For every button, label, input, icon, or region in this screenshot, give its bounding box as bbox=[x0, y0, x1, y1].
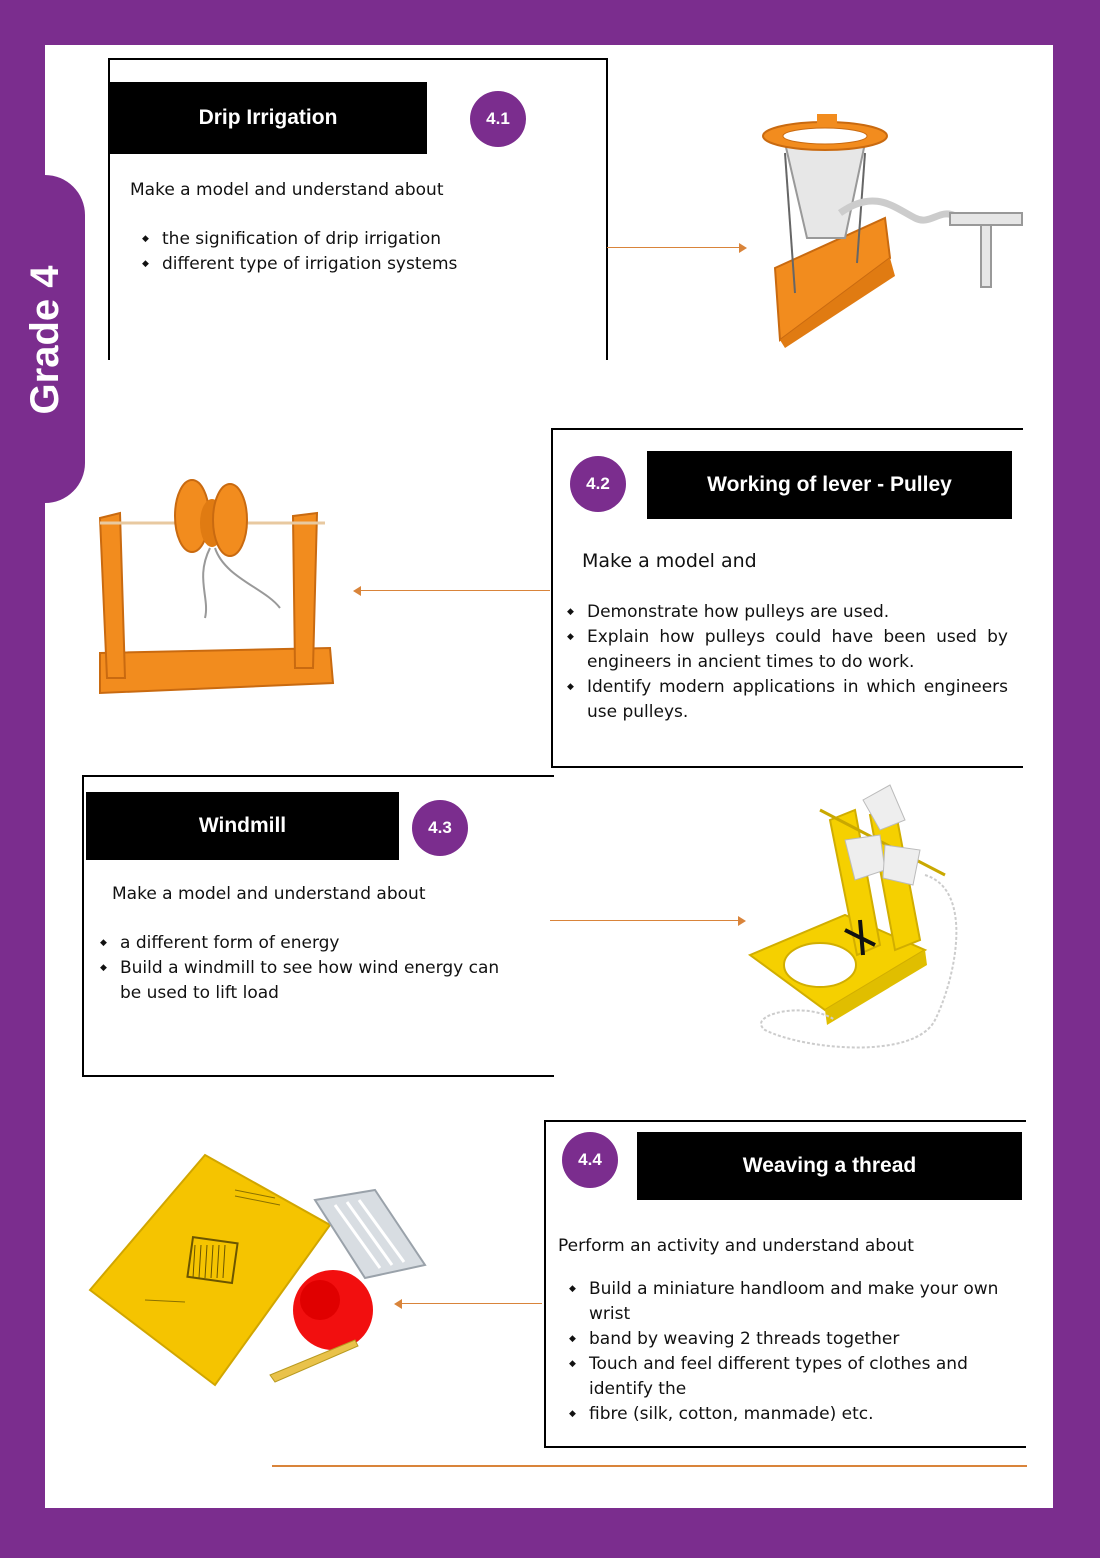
activity-intro: Make a model and understand about bbox=[130, 180, 444, 200]
bullet-item: ◆ band by weaving 2 threads together bbox=[565, 1327, 1015, 1352]
windmill-model-icon bbox=[745, 780, 990, 1070]
activity-number-badge: 4.3 bbox=[412, 800, 468, 856]
activity-bullets bbox=[565, 1277, 1015, 1427]
arrow-right bbox=[607, 247, 745, 248]
bullet-item: ◆ different type of irrigation systems bbox=[138, 252, 588, 277]
activity-title: Weaving a thread bbox=[637, 1132, 1022, 1200]
activity-title: Working of lever - Pulley bbox=[647, 451, 1012, 519]
activity-bullets bbox=[138, 227, 588, 277]
bullet-item: ◆ Build a miniature handloom and make your own wrist bbox=[565, 1277, 1015, 1327]
bullet-item: ◆ Identify modern applications in which engineers use pulleys. bbox=[563, 675, 1008, 725]
arrow-right bbox=[550, 920, 744, 921]
activity-title: Drip Irrigation bbox=[109, 82, 427, 154]
weaving-kit-icon bbox=[85, 1150, 430, 1395]
activity-intro: Make a model and bbox=[582, 550, 757, 572]
drip-irrigation-model-icon bbox=[745, 108, 1030, 348]
arrow-left bbox=[355, 590, 550, 591]
bullet-item: ◆ Demonstrate how pulleys are used. bbox=[563, 600, 1008, 625]
bullet-item: ◆ fibre (silk, cotton, manmade) etc. bbox=[565, 1402, 1015, 1427]
bullet-item: ◆ a different form of energy bbox=[96, 931, 516, 956]
bullet-item: ◆ Explain how pulleys could have been used by engineers in ancient times to do work. bbox=[563, 625, 1008, 675]
activity-title: Windmill bbox=[86, 792, 399, 860]
activity-number-badge: 4.1 bbox=[470, 91, 526, 147]
activity-bullets bbox=[96, 931, 516, 1006]
activity-bullets bbox=[563, 600, 1008, 725]
grade-label: Grade 4 bbox=[23, 265, 67, 415]
pulley-model-icon bbox=[95, 478, 340, 703]
bullet-item: ◆ Build a windmill to see how wind energy can be used to lift load bbox=[96, 956, 516, 1006]
activity-intro: Perform an activity and understand about bbox=[558, 1236, 914, 1256]
activity-number-badge: 4.4 bbox=[562, 1132, 618, 1188]
activity-number-badge: 4.2 bbox=[570, 456, 626, 512]
bullet-item: ◆ Touch and feel different types of clothes and identify the bbox=[565, 1352, 1015, 1402]
footer-divider bbox=[272, 1465, 1027, 1467]
bullet-item: ◆ the signification of drip irrigation bbox=[138, 227, 588, 252]
activity-intro: Make a model and understand about bbox=[112, 884, 426, 904]
